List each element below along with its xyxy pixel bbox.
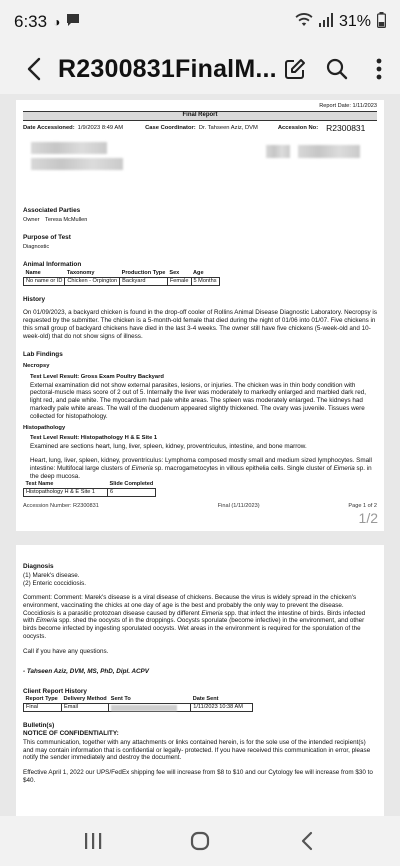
system-nav-bar <box>0 816 400 866</box>
edit-button[interactable] <box>274 47 316 91</box>
table-header-cell: Delivery Method <box>63 695 107 702</box>
table-cell: 1/11/2023 10:38 AM <box>191 704 253 712</box>
table-header-cell: Report Type <box>24 696 62 704</box>
final-report-banner: Final Report <box>23 111 377 121</box>
table-cell: Final <box>24 704 62 712</box>
footer-accession: Accession Number: R2300831 <box>23 502 99 509</box>
table-row <box>24 489 156 497</box>
history-text: On 01/09/2023, a backyard chicken is found in the drop-off cooler of Rollins Animal Disease Diagnostic Laboratory. Necropsy is requested by the submitter. The chicken is a 5-month-old female that died during the night of 01/06 into 01/07. Five chickens in this small group of backyard chickens have died in the last 3-4 weeks. The owner still have five chickens (5-week-old and 10-week-old) that do not show signs of illness. <box>23 309 377 340</box>
owner-label: Owner <box>23 216 40 223</box>
case-coordinator-value: Dr. Tahseen Aziz, DVM <box>198 124 258 131</box>
table-cell: Female <box>167 277 191 285</box>
comment-text-2: Coccidiosis is a parasitic protozoan disease caused by different Eimeria spp. that infect the intestine of birds. Birds infected with Eimeria spp. shed the oocysts of in the droppings. Oocysts sporulate (become infective) in the environment, and other birds become infected by ingesting sporulated oocysts. Wet areas in the environment is required for the sporulation of the oocysts. <box>23 609 366 641</box>
page-indicator: 1/2 <box>358 510 378 527</box>
footer-page-number: Page 1 of 2 <box>348 502 377 509</box>
table-header-row <box>24 696 253 704</box>
nav-back-icon <box>301 831 313 851</box>
accession-label: Accession No: <box>277 124 319 131</box>
recents-button[interactable] <box>63 821 123 861</box>
slide-table <box>23 481 156 497</box>
table-header-cell: Slide Completed <box>108 481 156 489</box>
wifi-icon <box>295 12 313 33</box>
status-bar <box>0 0 400 44</box>
redacted-address-block <box>266 145 290 158</box>
diagnosis-item: (2) Enteric coccidiosis. <box>23 580 86 588</box>
table-header-row <box>24 481 156 489</box>
redacted-address-block <box>31 158 123 170</box>
document-title: R2300831FinalM... <box>58 54 277 83</box>
purpose-value: Diagnostic <box>23 244 50 251</box>
battery-icon <box>377 12 386 33</box>
associated-parties-heading: Associated Parties <box>23 206 81 214</box>
table-header-cell: Age <box>191 270 219 278</box>
animal-info-table <box>23 270 220 286</box>
table-cell: Histopathology H & E Site 1 <box>24 489 108 497</box>
table-cell: 6 <box>108 489 156 497</box>
signature: - Tahseen Aziz, DVM, MS, PhD, Dipl. ACPV <box>23 667 149 675</box>
necropsy-text: External examination did not show external parasites, lesions, or injuries. The chicken was in thin body condition with pectoral-muscle mass score of 2 out of 5. Internally the liver was moderately to markedly enlarged and marbled dark red, light red, and pale white. The myocardium had pale white areas. The spleen was moderately enlarged. The kidneys had markedly pale white areas. The wall of the duodenum appeared slightly thickened. The ovary was juvenile. Tissues were collected for histopathology. <box>30 381 366 420</box>
animal-info-heading: Animal Information <box>23 261 82 269</box>
necropsy-result-heading: Test Level Result: Gross Exam Poultry Backyard <box>30 374 164 381</box>
back-arrow-icon <box>27 57 41 81</box>
accession-number: R2300831 <box>326 122 366 133</box>
app-bar <box>0 44 400 94</box>
history-heading: History <box>23 295 46 303</box>
battery-level: 31% <box>338 13 371 30</box>
histo-text-1: Examined are sections heart, lung, liver, spleen, kidney, proventriculus, intestine, and bone marrow. <box>30 442 307 450</box>
table-header-cell: Sex <box>167 270 191 278</box>
table-header-cell: Production Type <box>121 269 166 276</box>
lab-findings-heading: Lab Findings <box>23 350 63 358</box>
back-button[interactable] <box>12 47 56 91</box>
case-coordinator-label: Case Coordinator: <box>145 124 196 131</box>
pdf-viewer[interactable] <box>0 94 400 816</box>
diagnosis-heading: Diagnosis <box>23 563 54 570</box>
home-icon <box>190 831 210 851</box>
table-row <box>24 277 220 285</box>
more-options-button[interactable] <box>358 47 400 91</box>
table-cell: No name or ID <box>24 277 65 285</box>
pdf-page-2 <box>16 545 384 816</box>
nav-back-button[interactable] <box>277 821 337 861</box>
necropsy-heading: Necropsy <box>23 362 50 369</box>
table-header-cell: Name <box>24 270 65 278</box>
table-header-cell: Sent To <box>109 696 191 704</box>
search-icon <box>326 58 348 80</box>
date-accessioned-label: Date Accessioned: <box>23 124 75 131</box>
client-report-history-heading: Client Report History <box>23 687 87 695</box>
home-button[interactable] <box>170 821 230 861</box>
owner-name: Teresa McMullen <box>45 216 88 223</box>
date-accessioned-value: 1/9/2023 8:49 AM <box>77 124 124 131</box>
table-header-cell: Test Name <box>24 481 108 489</box>
redacted-address-block <box>31 142 107 154</box>
call-text: Call if you have any questions. <box>23 648 109 656</box>
data-saver-icon: ◑ <box>53 15 61 29</box>
table-cell: 5 Months <box>191 277 219 285</box>
footer-status: Final (1/11/2023) <box>217 502 260 509</box>
search-button[interactable] <box>316 47 358 91</box>
notice-heading: NOTICE OF CONFIDENTIALITY: <box>23 730 119 738</box>
client-report-table <box>23 696 253 712</box>
accession-row <box>23 123 377 134</box>
comment-text-1: Comment: Comment: Marek's disease is a viral disease of chickens. Because the virus is widely spread in the chicken's environment, vaccinating the chicks at one day of age is the best and probably the only way to prevent the disease. <box>23 593 357 609</box>
table-header-cell: Taxonomy <box>65 270 120 278</box>
report-date: Report Date: 1/11/2023 <box>319 103 377 109</box>
pdf-page-1 <box>16 100 384 531</box>
purpose-heading: Purpose of Test <box>23 234 71 242</box>
redacted-recipient-cell <box>109 704 191 712</box>
shipping-notice: Effective April 1, 2022 our UPS/FedEx shipping fee will increase from $8 to $10 and our Cytology fee will increase from $30 to $40. <box>23 769 373 785</box>
diagnosis-item: (1) Marek's disease. <box>23 572 80 580</box>
bulletins-heading: Bulletin(s) <box>23 722 55 730</box>
table-row <box>24 704 253 712</box>
table-cell: Chicken - Orpington <box>65 277 120 285</box>
page-footer <box>23 503 377 510</box>
histopathology-heading: Histopathology <box>23 424 66 431</box>
table-cell: Email <box>62 704 109 712</box>
edit-icon <box>284 58 306 80</box>
histo-result-heading: Test Level Result: Histopathology H & E Site 1 <box>30 435 158 442</box>
redacted-address-block <box>298 145 360 158</box>
table-header-row <box>24 270 220 278</box>
table-cell: Backyard <box>120 277 168 285</box>
signal-icon <box>319 13 333 32</box>
notice-text: This communication, together with any attachments or links contained herein, is for the sole use of the intended recipient(s) and may contain information that is confidential or legally- protected. If you have received this communication in error, please notify the sender immediately and destroy the document. <box>23 738 371 762</box>
recents-icon <box>84 832 102 850</box>
table-header-cell: Date Sent <box>191 696 253 704</box>
chat-notification-icon <box>66 12 80 32</box>
more-vertical-icon <box>376 58 382 80</box>
status-time: 6:33 <box>14 12 48 31</box>
histo-text-2: Heart, lung, liver, spleen, kidney, proventriculus: Lymphoma composed mostly small and medium sized lymphocytes. Small intestine: Multifocal large clusters of Eimeria sp. macrogametocytes in villous epithelia cells. Single cluster of Eimeria sp. in the deep mucosa. <box>30 457 372 481</box>
